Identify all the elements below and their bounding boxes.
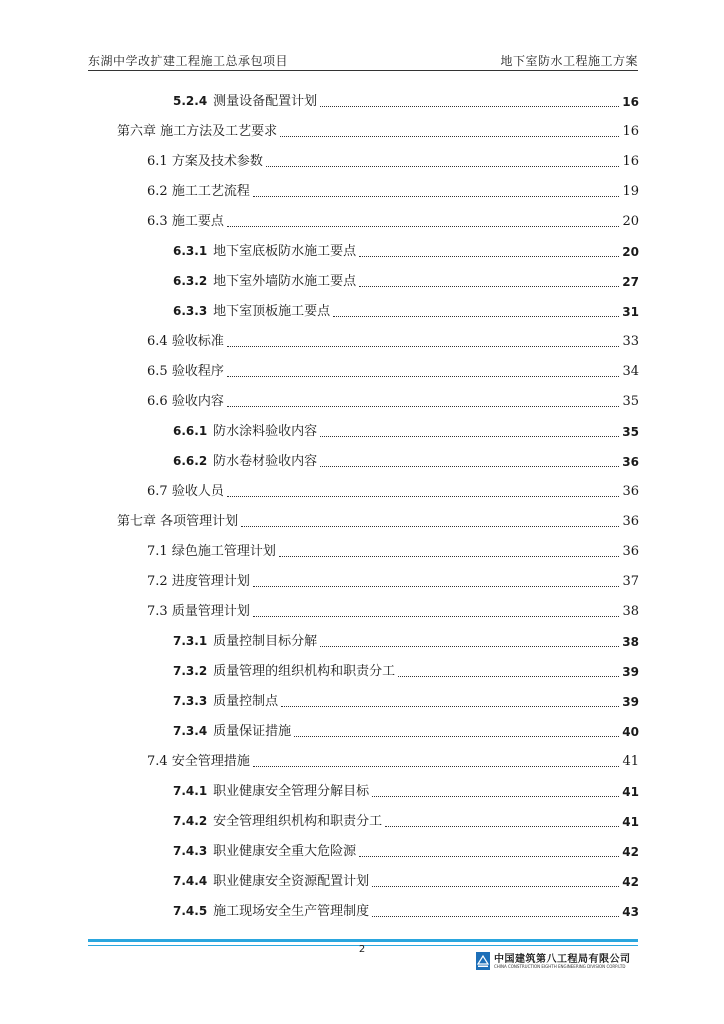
toc-entry-label <box>173 93 317 110</box>
header-divider <box>88 70 638 71</box>
toc-entry-title: 质量管理计划 <box>171 604 250 619</box>
toc-entry-title: 方案及技术参数 <box>171 154 263 169</box>
toc-entry-number: 6.1 <box>147 154 168 169</box>
toc-dot-leader <box>359 855 619 857</box>
toc-dot-leader <box>320 435 619 437</box>
toc-entry-page: 20 <box>622 245 639 259</box>
toc-entry-label <box>173 903 369 920</box>
toc-entry-label <box>173 423 317 440</box>
toc-entry-number: 6.3.3 <box>173 304 208 318</box>
toc-entry-title: 验收内容 <box>171 394 224 409</box>
toc-dot-leader <box>359 255 619 257</box>
toc-entry-page: 41 <box>622 785 639 799</box>
toc-entry-title: 各项管理计划 <box>160 514 239 529</box>
toc-entry[interactable] <box>147 596 639 620</box>
toc-entry-title: 施工要点 <box>171 214 224 229</box>
toc-entry-number: 6.6.1 <box>173 424 208 438</box>
toc-dot-leader <box>253 615 620 617</box>
toc-entry[interactable] <box>173 896 639 920</box>
toc-entry-number: 7.1 <box>147 544 168 559</box>
toc-entry-label <box>147 364 224 380</box>
toc-dot-leader <box>320 105 619 107</box>
toc-entry[interactable] <box>173 656 639 680</box>
page-number: 2 <box>358 944 366 955</box>
toc-entry-title: 安全管理组织机构和职责分工 <box>213 814 383 829</box>
toc-entry-title: 进度管理计划 <box>171 574 250 589</box>
toc-entry-title: 职业健康安全重大危险源 <box>213 844 357 859</box>
toc-entry[interactable] <box>173 296 639 320</box>
toc-entry[interactable] <box>147 746 639 770</box>
toc-dot-leader <box>227 225 620 227</box>
toc-dot-leader <box>372 915 619 917</box>
toc-dot-leader <box>253 585 620 587</box>
toc-entry-title: 绿色施工管理计划 <box>171 544 276 559</box>
toc-entry[interactable] <box>147 176 639 200</box>
toc-entry-number: 7.3.2 <box>173 664 208 678</box>
toc-entry-page: 16 <box>622 95 639 109</box>
toc-entry-number: 第六章 <box>117 124 157 139</box>
page-header <box>88 50 638 70</box>
toc-entry-page: 42 <box>622 875 639 889</box>
toc-entry-label <box>173 723 291 740</box>
toc-entry-page: 36 <box>622 455 639 469</box>
toc-entry-number: 第七章 <box>117 514 157 529</box>
toc-entry-label <box>173 783 369 800</box>
toc-dot-leader <box>372 795 619 797</box>
toc-entry-label <box>173 273 356 290</box>
toc-entry[interactable] <box>173 416 639 440</box>
toc-entry[interactable] <box>147 206 639 230</box>
toc-dot-leader <box>266 165 620 167</box>
toc-entry[interactable] <box>147 356 639 380</box>
toc-entry-number: 7.3.1 <box>173 634 208 648</box>
toc-entry[interactable] <box>147 146 639 170</box>
toc-dot-leader <box>253 195 620 197</box>
toc-dot-leader <box>385 825 619 827</box>
toc-entry[interactable] <box>147 566 639 590</box>
company-name: 中国建筑第八工程局有限公司 <box>494 954 631 965</box>
toc-entry-page: 27 <box>622 275 639 289</box>
toc-entry[interactable] <box>173 446 639 470</box>
toc-entry-page: 35 <box>622 394 639 409</box>
toc-dot-leader <box>281 705 619 707</box>
toc-entry-title: 质量控制目标分解 <box>213 634 318 649</box>
toc-entry-label <box>117 514 238 530</box>
toc-entry-title: 质量保证措施 <box>213 724 292 739</box>
toc-entry-label <box>173 243 356 260</box>
toc-entry-number: 6.7 <box>147 484 168 499</box>
toc-entry-page: 20 <box>622 214 639 229</box>
toc-entry-page: 36 <box>622 514 639 529</box>
toc-entry[interactable] <box>173 716 639 740</box>
toc-dot-leader <box>227 495 620 497</box>
toc-entry-label <box>147 184 250 200</box>
toc-entry-title: 质量控制点 <box>213 694 279 709</box>
toc-entry[interactable] <box>173 236 639 260</box>
toc-entry-label <box>147 574 250 590</box>
toc-dot-leader <box>398 675 619 677</box>
toc-entry-title: 地下室顶板施工要点 <box>213 304 331 319</box>
toc-entry-page: 19 <box>622 184 639 199</box>
toc-entry-label <box>173 813 382 830</box>
toc-entry-label <box>117 124 277 140</box>
toc-entry[interactable] <box>173 776 639 800</box>
toc-entry-number: 6.3.2 <box>173 274 208 288</box>
toc-entry-label <box>147 754 250 770</box>
toc-entry[interactable] <box>173 866 639 890</box>
toc-entry-label <box>147 394 224 410</box>
toc-entry[interactable] <box>117 116 639 140</box>
toc-entry-page: 42 <box>622 845 639 859</box>
toc-dot-leader <box>359 285 619 287</box>
toc-dot-leader <box>253 765 620 767</box>
toc-entry-label <box>147 604 250 620</box>
toc-dot-leader <box>227 405 620 407</box>
toc-entry[interactable] <box>147 386 639 410</box>
toc-entry-title: 地下室外墙防水施工要点 <box>213 274 357 289</box>
toc-entry-number: 7.4.4 <box>173 874 208 888</box>
toc-entry-page: 36 <box>622 484 639 499</box>
toc-entry-title: 防水卷材验收内容 <box>213 454 318 469</box>
toc-entry-page: 43 <box>622 905 639 919</box>
toc-entry-title: 施工方法及工艺要求 <box>160 124 278 139</box>
toc-dot-leader <box>294 735 619 737</box>
toc-entry-number: 6.3 <box>147 214 168 229</box>
toc-dot-leader <box>320 465 619 467</box>
toc-entry-title: 职业健康安全资源配置计划 <box>213 874 370 889</box>
toc-entry-number: 7.3 <box>147 604 168 619</box>
toc-entry-title: 测量设备配置计划 <box>213 94 318 109</box>
toc-entry-page: 16 <box>622 154 639 169</box>
toc-dot-leader <box>227 345 620 347</box>
toc-entry-label <box>147 334 224 350</box>
toc-entry[interactable] <box>173 806 639 830</box>
toc-entry-number: 6.5 <box>147 364 168 379</box>
toc-entry-page: 31 <box>622 305 639 319</box>
toc-entry-title: 职业健康安全管理分解目标 <box>213 784 370 799</box>
toc-entry-number: 7.2 <box>147 574 168 589</box>
toc-entry-number: 7.4 <box>147 754 168 769</box>
toc-dot-leader <box>320 645 619 647</box>
toc-entry-label <box>173 453 317 470</box>
toc-entry-page: 33 <box>622 334 639 349</box>
toc-entry-number: 7.3.3 <box>173 694 208 708</box>
toc-dot-leader <box>280 135 619 137</box>
toc-entry[interactable] <box>147 326 639 350</box>
toc-entry-label <box>147 214 224 230</box>
toc-dot-leader <box>372 885 619 887</box>
toc-entry-page: 36 <box>622 544 639 559</box>
toc-entry[interactable] <box>173 86 639 110</box>
toc-entry-page: 39 <box>622 665 639 679</box>
toc-entry-label <box>173 303 330 320</box>
toc-entry-page: 37 <box>622 574 639 589</box>
toc-entry-page: 16 <box>622 124 639 139</box>
toc-entry-label <box>147 154 263 170</box>
footer-divider <box>88 939 638 942</box>
toc-entry-label <box>173 693 278 710</box>
toc-entry-label <box>173 633 317 650</box>
toc-entry-label <box>173 873 369 890</box>
toc-entry-title: 验收程序 <box>171 364 224 379</box>
toc-entry-page: 38 <box>622 604 639 619</box>
header-project-title: 东湖中学改扩建工程施工总承包项目 <box>88 54 289 68</box>
toc-entry[interactable] <box>173 836 639 860</box>
toc-entry-label <box>147 544 276 560</box>
toc-entry-number: 7.4.5 <box>173 904 208 918</box>
toc-entry[interactable] <box>173 626 639 650</box>
toc-entry-number: 5.2.4 <box>173 94 208 108</box>
toc-entry-title: 质量管理的组织机构和职责分工 <box>213 664 396 679</box>
toc-entry-number: 7.4.1 <box>173 784 208 798</box>
toc-entry-number: 7.4.2 <box>173 814 208 828</box>
toc-entry-title: 防水涂料验收内容 <box>213 424 318 439</box>
toc-entry-page: 40 <box>622 725 639 739</box>
toc-entry-label <box>173 663 395 680</box>
toc-entry-number: 6.3.1 <box>173 244 208 258</box>
toc-entry[interactable] <box>147 476 639 500</box>
toc-entry-label <box>147 484 224 500</box>
toc-entry[interactable] <box>173 266 639 290</box>
toc-entry-number: 6.6.2 <box>173 454 208 468</box>
toc-entry-title: 验收人员 <box>171 484 224 499</box>
toc-entry-number: 7.3.4 <box>173 724 208 738</box>
toc-entry-number: 6.4 <box>147 334 168 349</box>
company-block <box>476 952 638 974</box>
toc-entry-title: 施工工艺流程 <box>171 184 250 199</box>
toc-dot-leader <box>279 555 620 557</box>
toc-entry[interactable] <box>117 506 639 530</box>
toc-entry-label <box>173 843 356 860</box>
toc-entry-page: 39 <box>622 695 639 709</box>
toc-entry-page: 41 <box>622 754 639 769</box>
toc-entry-number: 7.4.3 <box>173 844 208 858</box>
toc-entry-title: 验收标准 <box>171 334 224 349</box>
toc-entry-page: 34 <box>622 364 639 379</box>
toc-entry[interactable] <box>147 536 639 560</box>
company-logo-icon <box>476 952 490 970</box>
toc-entry-page: 35 <box>622 425 639 439</box>
toc-entry-title: 地下室底板防水施工要点 <box>213 244 357 259</box>
toc-dot-leader <box>227 375 620 377</box>
toc-entry-number: 6.2 <box>147 184 168 199</box>
toc-entry[interactable] <box>173 686 639 710</box>
toc-entry-title: 安全管理措施 <box>171 754 250 769</box>
toc-dot-leader <box>333 315 619 317</box>
header-document-title: 地下室防水工程施工方案 <box>500 54 638 68</box>
company-name-english: CHINA CONSTRUCTION EIGHTH ENGINEERING DIVISION CORP.LTD <box>494 964 626 969</box>
toc-entry-number: 6.6 <box>147 394 168 409</box>
toc-entry-page: 41 <box>622 815 639 829</box>
toc-entry-title: 施工现场安全生产管理制度 <box>213 904 370 919</box>
toc-dot-leader <box>241 525 619 527</box>
toc-entry-page: 38 <box>622 635 639 649</box>
